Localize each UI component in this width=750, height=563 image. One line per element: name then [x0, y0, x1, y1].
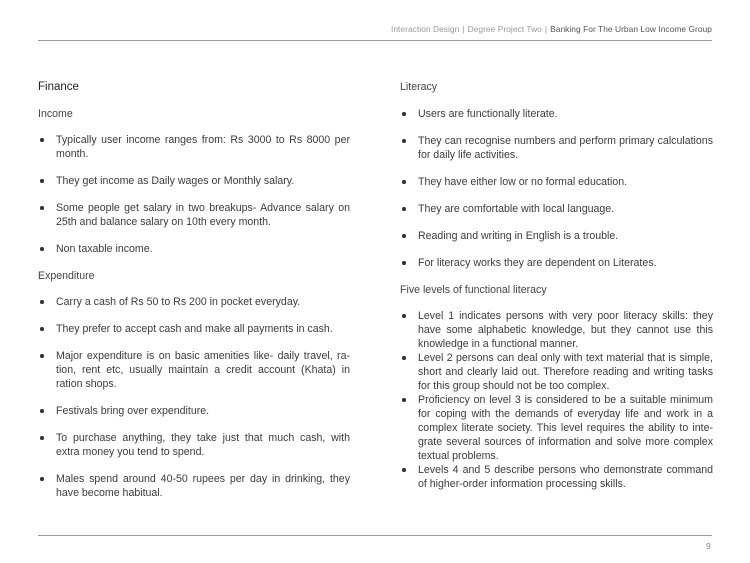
- list-item: Reading and writing in English is a trouble.: [400, 229, 713, 243]
- list-item: Typically user income ranges from: Rs 3000 to Rs 8000 per month.: [38, 133, 350, 161]
- header-separator: |: [462, 24, 465, 34]
- left-column: [38, 80, 350, 513]
- list-item: Level 2 persons can deal only with text material that is simple, short and clearly laid out. Therefore reading and writing tasks for this group should not be too complex.: [400, 351, 713, 393]
- list-item: They get income as Daily wages or Monthly salary.: [38, 174, 350, 188]
- list-item: They prefer to accept cash and make all payments in cash.: [38, 322, 350, 336]
- list-item: Carry a cash of Rs 50 to Rs 200 in pocket everyday.: [38, 295, 350, 309]
- header-divider: [38, 40, 712, 41]
- income-list: [38, 133, 350, 256]
- list-item: They have either low or no formal education.: [400, 175, 713, 189]
- list-item: Level 1 indicates persons with very poor literacy skills: they have some alphabetic knowledge, but they cannot use this knowledge in a functional manner.: [400, 309, 713, 351]
- section-title: Finance: [38, 81, 79, 93]
- right-column: [400, 80, 713, 491]
- list-item: Males spend around 40-50 rupees per day in drinking, they have become habitual.: [38, 472, 350, 500]
- header-course: Interaction Design: [390, 24, 460, 34]
- running-header: [391, 24, 712, 34]
- list-item: Levels 4 and 5 describe persons who demonstrate command of higher-order information processing skills.: [400, 463, 713, 491]
- list-item: For literacy works they are dependent on Literates.: [400, 256, 713, 270]
- list-item: To purchase anything, they take just that much cash, with extra money you tend to spend.: [38, 431, 350, 459]
- income-heading: Income: [38, 108, 73, 120]
- header-project: Degree Project Two: [467, 24, 542, 34]
- list-item: Non taxable income.: [38, 242, 350, 256]
- literacy-levels-heading: Five levels of functional literacy: [400, 284, 547, 296]
- literacy-levels-list: [400, 309, 713, 491]
- expenditure-heading: Expenditure: [38, 270, 95, 282]
- header-separator: |: [544, 24, 548, 34]
- list-item: Major expenditure is on basic amenities like- daily travel, ra-tion, rent etc, usually maintain a credit account (Khata) in ration shops.: [38, 349, 350, 391]
- list-item: Proficiency on level 3 is considered to be a suitable minimum for coping with the demands of everyday life and work in a complex literate society. This level requires the ability to inte-grate several sources of information and solve more complex textual problems.: [400, 393, 713, 463]
- page-number: 9: [706, 541, 711, 551]
- footer-divider: [38, 535, 712, 536]
- list-item: Festivals bring over expenditure.: [38, 404, 350, 418]
- literacy-heading: Literacy: [400, 81, 438, 93]
- literacy-list: [400, 107, 713, 270]
- list-item: Some people get salary in two breakups- Advance salary on 25th and balance salary on 10th every month.: [38, 201, 350, 229]
- list-item: They are comfortable with local language.: [400, 202, 713, 216]
- list-item: Users are functionally literate.: [400, 107, 713, 121]
- header-title: Banking For The Urban Low Income Group: [550, 24, 712, 34]
- expenditure-list: [38, 295, 350, 500]
- list-item: They can recognise numbers and perform primary calculations for daily life activities.: [400, 134, 713, 162]
